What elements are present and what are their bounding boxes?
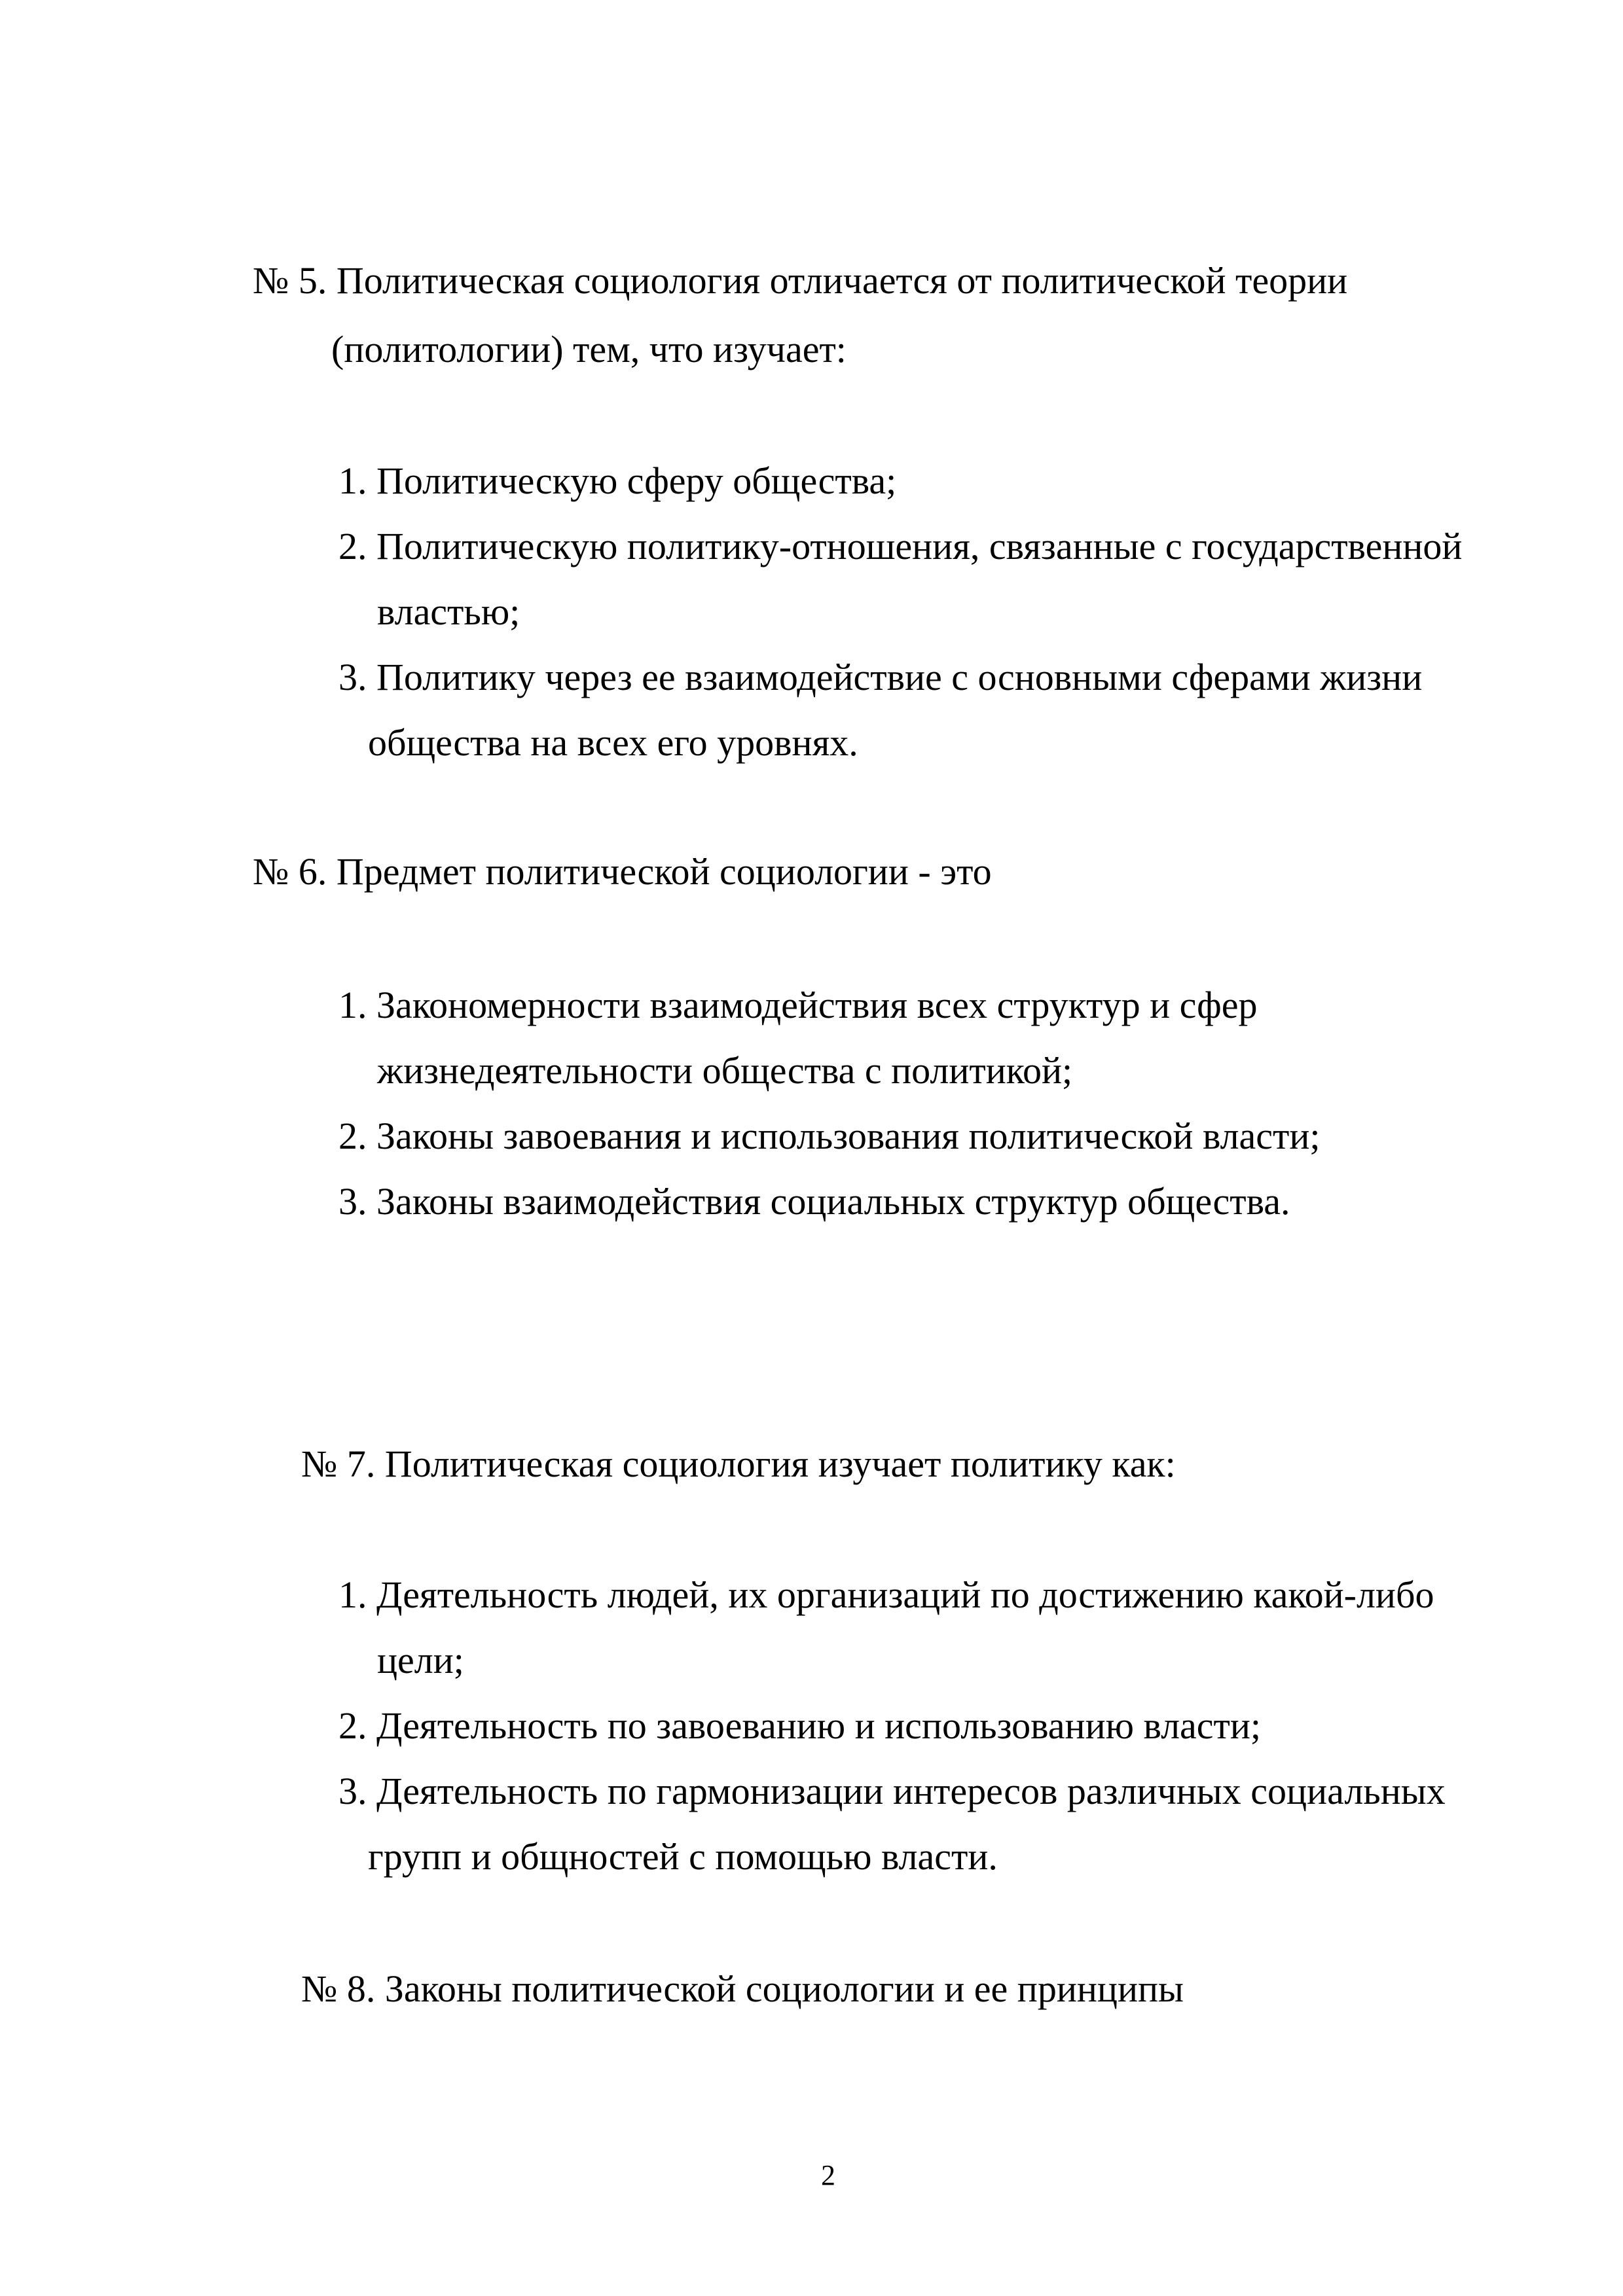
page-number: 2 xyxy=(821,2159,835,2191)
question-7-option-3: 3. Деятельность по гармонизации интересов различных социальных xyxy=(338,1770,1446,1812)
question-5-title: № 5. Политическая социология отличается от политической теории xyxy=(253,259,1348,302)
question-7-option-1-continuation: цели; xyxy=(377,1639,464,1681)
question-6-title: № 6. Предмет политической социологии - это xyxy=(253,850,992,893)
question-6-option-2: 2. Законы завоевания и использования политической власти; xyxy=(338,1115,1321,1157)
question-5-option-1: 1. Политическую сферу общества; xyxy=(338,459,897,502)
question-5-option-2: 2. Политическую политику-отношения, связанные с государственной xyxy=(338,525,1463,567)
question-6-option-1: 1. Закономерности взаимодействия всех структур и сфер xyxy=(338,984,1258,1026)
question-5-option-3-continuation: общества на всех его уровнях. xyxy=(368,721,858,764)
question-6-option-1-continuation: жизнедеятельности общества с политикой; xyxy=(377,1049,1073,1092)
question-6-option-3: 3. Законы взаимодействия социальных структур общества. xyxy=(338,1180,1290,1223)
question-5-title-continuation: (политологии) тем, что изучает: xyxy=(331,328,847,370)
question-5-option-3: 3. Политику через ее взаимодействие с основными сферами жизни xyxy=(338,656,1423,698)
question-5-option-2-continuation: властью; xyxy=(377,590,520,633)
question-7-option-2: 2. Деятельность по завоеванию и использованию власти; xyxy=(338,1704,1261,1747)
question-7-title: № 7. Политическая социология изучает политику как: xyxy=(301,1443,1176,1485)
question-7-option-1: 1. Деятельность людей, их организаций по достижению какой-либо xyxy=(338,1573,1434,1616)
question-8-title: № 8. Законы политической социологии и ее принципы xyxy=(301,1967,1184,2010)
question-7-option-3-continuation: групп и общностей с помощью власти. xyxy=(368,1835,998,1878)
